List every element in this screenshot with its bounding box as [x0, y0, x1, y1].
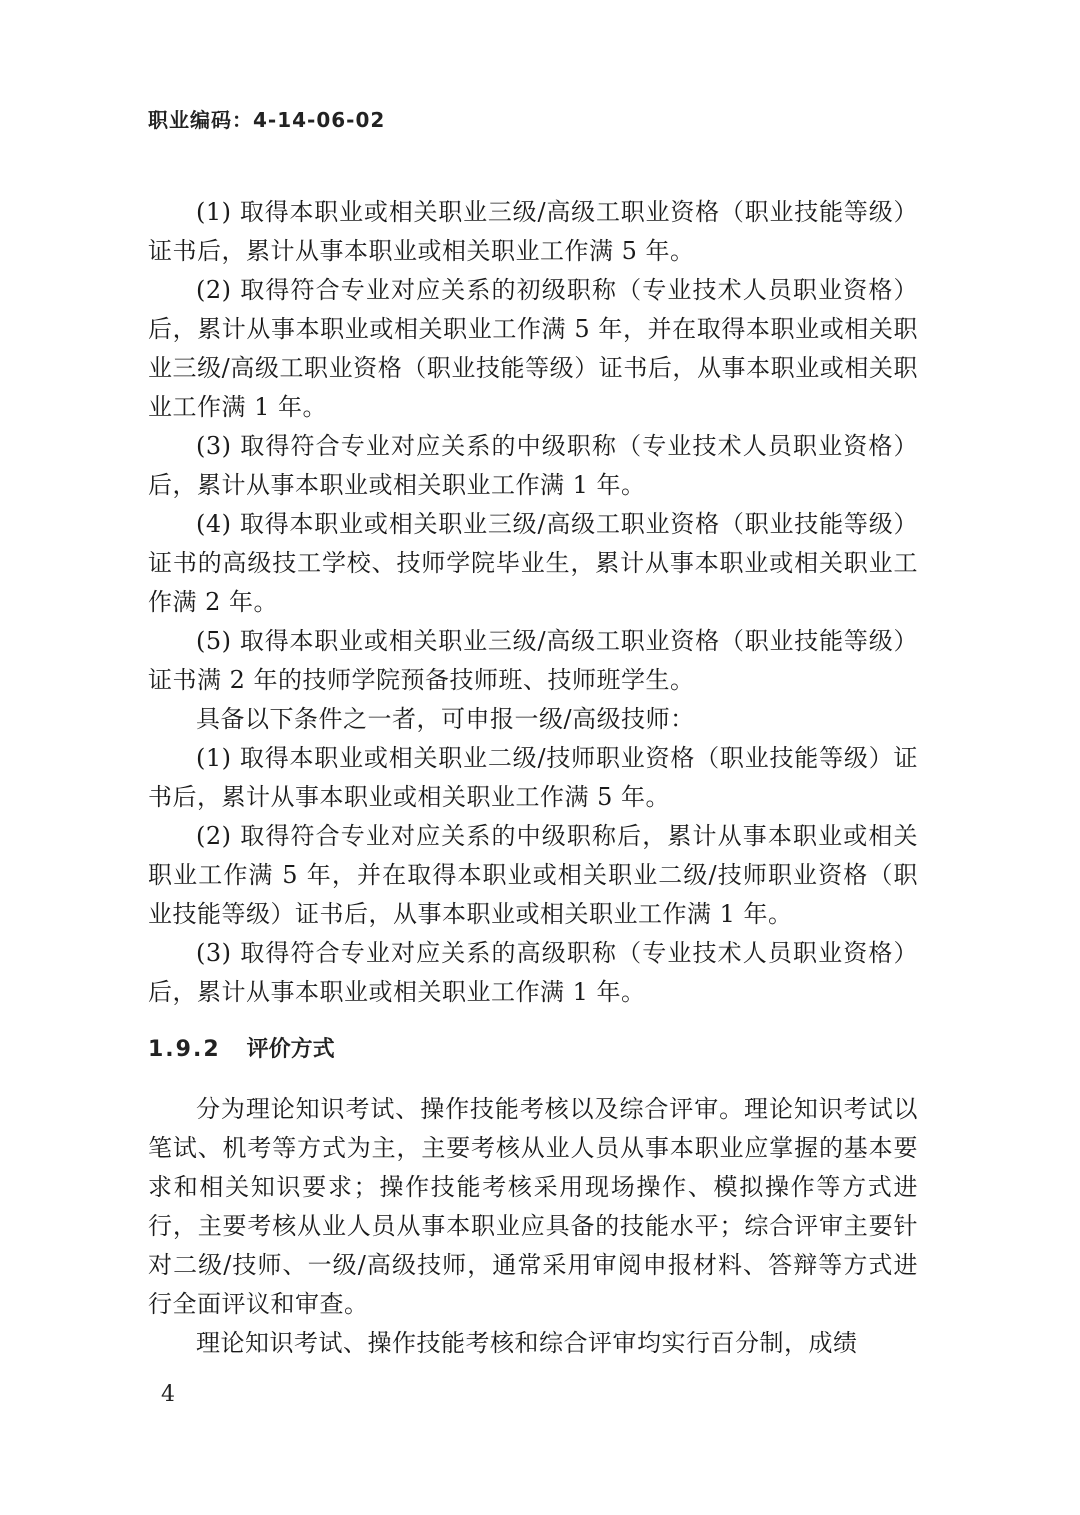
- evaluation-paragraph-1: 分为理论知识考试、操作技能考核以及综合评审。理论知识考试以笔试、机考等方式为主，主要考核从业人员从事本职业应掌握的基本要求和相关知识要求；操作技能考核采用现场操作、模拟操作等方式进行，主要考核从业人员从事本职业应具备的技能水平；综合评审主要针对二级/技师、一级/高级技师，通常采用审阅申报材料、答辩等方式进行全面评议和审查。: [148, 1095, 918, 1318]
- senior-condition-1: (1) 取得本职业或相关职业三级/高级工职业资格（职业技能等级）证书后，累计从事本职业或相关职业工作满 5 年。: [148, 198, 918, 265]
- occupation-code-header: 职业编码：4-14-06-02: [148, 108, 386, 132]
- level1-condition-3: (3) 取得符合专业对应关系的高级职称（专业技术人员职业资格）后，累计从事本职业或相关职业工作满 1 年。: [148, 939, 918, 1006]
- qualification-conditions: [148, 193, 918, 1012]
- evaluation-paragraph-2: 理论知识考试、操作技能考核和综合评审均实行百分制，成绩: [196, 1329, 858, 1357]
- section-title: 评价方式: [246, 1037, 335, 1062]
- senior-condition-3: (3) 取得符合专业对应关系的中级职称（专业技术人员职业资格）后，累计从事本职业或相关职业工作满 1 年。: [148, 432, 918, 499]
- evaluation-method-text: [148, 1090, 918, 1363]
- senior-condition-5: (5) 取得本职业或相关职业三级/高级工职业资格（职业技能等级）证书满 2 年的技师学院预备技师班、技师班学生。: [148, 627, 918, 694]
- senior-condition-4: (4) 取得本职业或相关职业三级/高级工职业资格（职业技能等级）证书的高级技工学校、技师学院毕业生，累计从事本职业或相关职业工作满 2 年。: [148, 510, 918, 616]
- senior-condition-2: (2) 取得符合专业对应关系的初级职称（专业技术人员职业资格）后，累计从事本职业或相关职业工作满 5 年，并在取得本职业或相关职业三级/高级工职业资格（职业技能等级）证书后，从事本职业或相关职业工作满 1 年。: [148, 276, 918, 421]
- page-number: 4: [161, 1382, 175, 1407]
- level1-intro: 具备以下条件之一者，可申报一级/高级技师：: [196, 705, 695, 733]
- section-number: 1.9.2: [148, 1037, 221, 1062]
- level1-condition-2: (2) 取得符合专业对应关系的中级职称后，累计从事本职业或相关职业工作满 5 年，并在取得本职业或相关职业二级/技师职业资格（职业技能等级）证书后，从事本职业或相关职业工作满 1 年。: [148, 822, 918, 928]
- section-heading: [148, 1032, 335, 1063]
- level1-condition-1: (1) 取得本职业或相关职业二级/技师职业资格（职业技能等级）证书后，累计从事本职业或相关职业工作满 5 年。: [148, 744, 918, 811]
